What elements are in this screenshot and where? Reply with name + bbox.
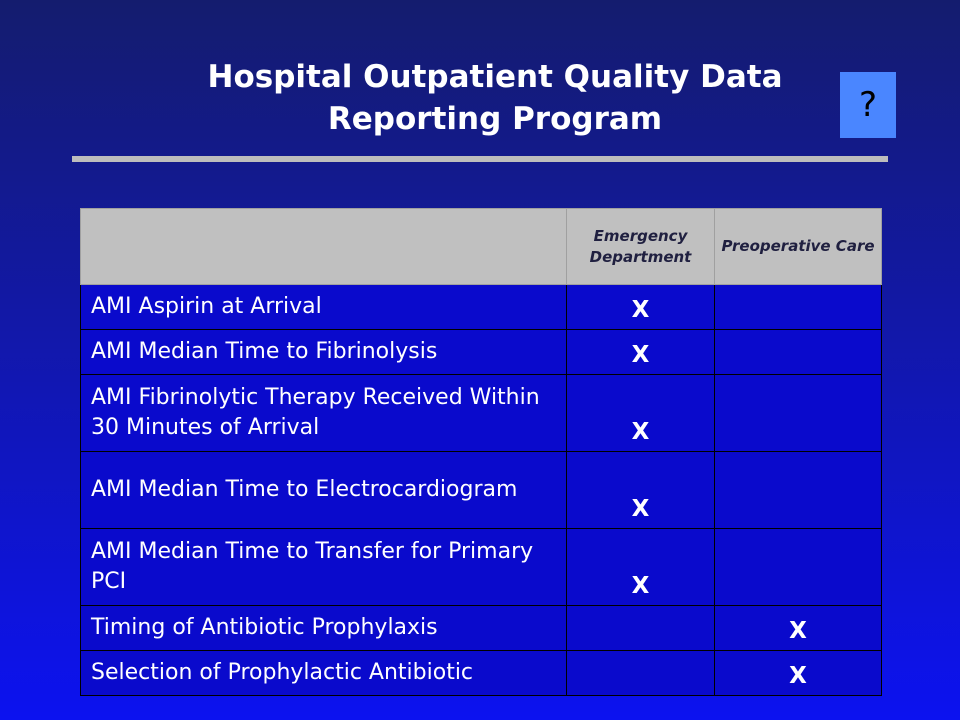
help-button[interactable]: ? <box>840 72 896 138</box>
header-emergency-department: Emergency Department <box>567 209 715 285</box>
quality-measures-table <box>80 208 882 696</box>
measure-cell: AMI Median Time to Electrocardiogram <box>81 452 567 529</box>
preoperative-mark <box>715 529 882 606</box>
table-row <box>81 452 882 529</box>
measure-cell: Selection of Prophylactic Antibiotic <box>81 651 567 696</box>
measure-cell: AMI Fibrinolytic Therapy Received Within 30 Minutes of Arrival <box>81 375 567 452</box>
emergency-mark <box>567 606 715 651</box>
measure-cell: AMI Median Time to Transfer for Primary PCI <box>81 529 567 606</box>
table-row <box>81 651 882 696</box>
header-preoperative-care: Preoperative Care <box>715 209 882 285</box>
table-row <box>81 375 882 452</box>
slide-title-line-2: Reporting Program <box>327 101 663 137</box>
table-row <box>81 330 882 375</box>
emergency-mark: X <box>567 452 715 529</box>
preoperative-mark: X <box>715 651 882 696</box>
table-row <box>81 606 882 651</box>
table-row <box>81 285 882 330</box>
preoperative-mark: X <box>715 606 882 651</box>
table-header-row <box>81 209 882 285</box>
measure-cell: Timing of Antibiotic Prophylaxis <box>81 606 567 651</box>
slide-title-line-1: Hospital Outpatient Quality Data <box>207 59 783 95</box>
measure-cell: AMI Median Time to Fibrinolysis <box>81 330 567 375</box>
title-divider <box>72 156 888 162</box>
preoperative-mark <box>715 285 882 330</box>
emergency-mark: X <box>567 375 715 452</box>
preoperative-mark <box>715 452 882 529</box>
emergency-mark: X <box>567 529 715 606</box>
slide-title <box>150 56 840 140</box>
emergency-mark <box>567 651 715 696</box>
emergency-mark: X <box>567 330 715 375</box>
preoperative-mark <box>715 375 882 452</box>
measure-cell: AMI Aspirin at Arrival <box>81 285 567 330</box>
header-measure <box>81 209 567 285</box>
table-row <box>81 529 882 606</box>
emergency-mark: X <box>567 285 715 330</box>
preoperative-mark <box>715 330 882 375</box>
